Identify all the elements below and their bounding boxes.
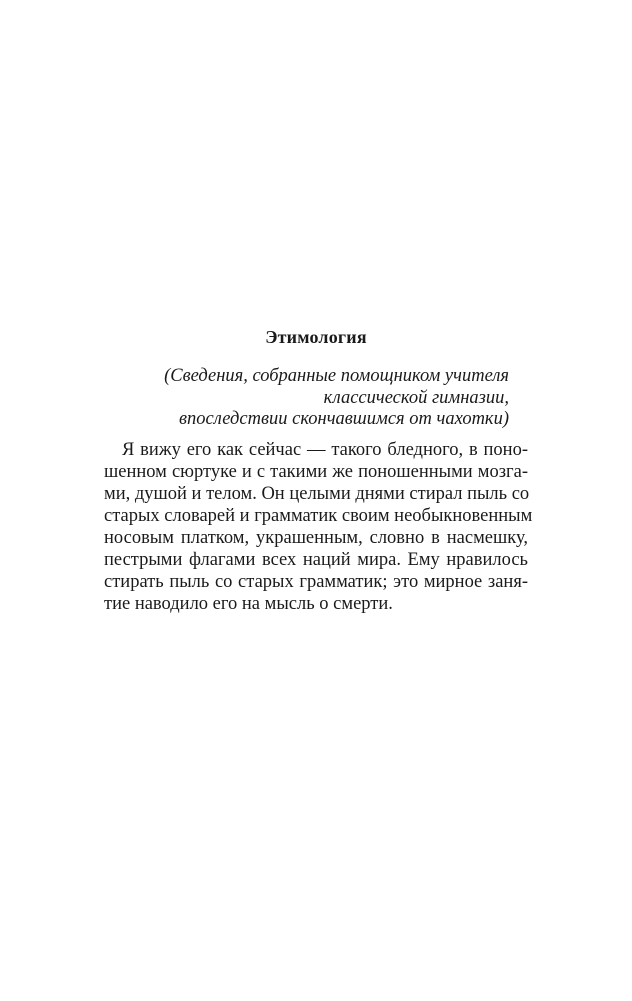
epigraph-line: (Сведения, собранные помощником учителя (164, 366, 509, 386)
paragraph-line: носовым платком, украшенным, словно в насмешку, (104, 528, 528, 548)
paragraph-line: тие наводило его на мысль о смерти. (104, 594, 393, 614)
paragraph-line: Я вижу его как сейчас — такого бледного, в поно- (122, 440, 528, 460)
paragraph-line: стирать пыль со старых грамматик; это мирное заня- (104, 572, 528, 592)
chapter-title: Этимология (265, 327, 367, 347)
epigraph-line: классической гимназии, (323, 387, 509, 408)
epigraph-line: впоследствии скончавшимся от чахотки) (179, 409, 509, 429)
paragraph-line: шенном сюртуке и с такими же поношенными мозга- (104, 462, 528, 482)
body-paragraph (104, 439, 533, 615)
epigraph (164, 366, 509, 431)
paragraph-line: старых словарей и грамматик своим необыкновенным (104, 506, 533, 526)
paragraph-line: ми, душой и телом. Он целыми днями стирал пыль со (104, 484, 530, 504)
paragraph-line: пестрыми флагами всех наций мира. Ему нравилось (104, 550, 528, 570)
